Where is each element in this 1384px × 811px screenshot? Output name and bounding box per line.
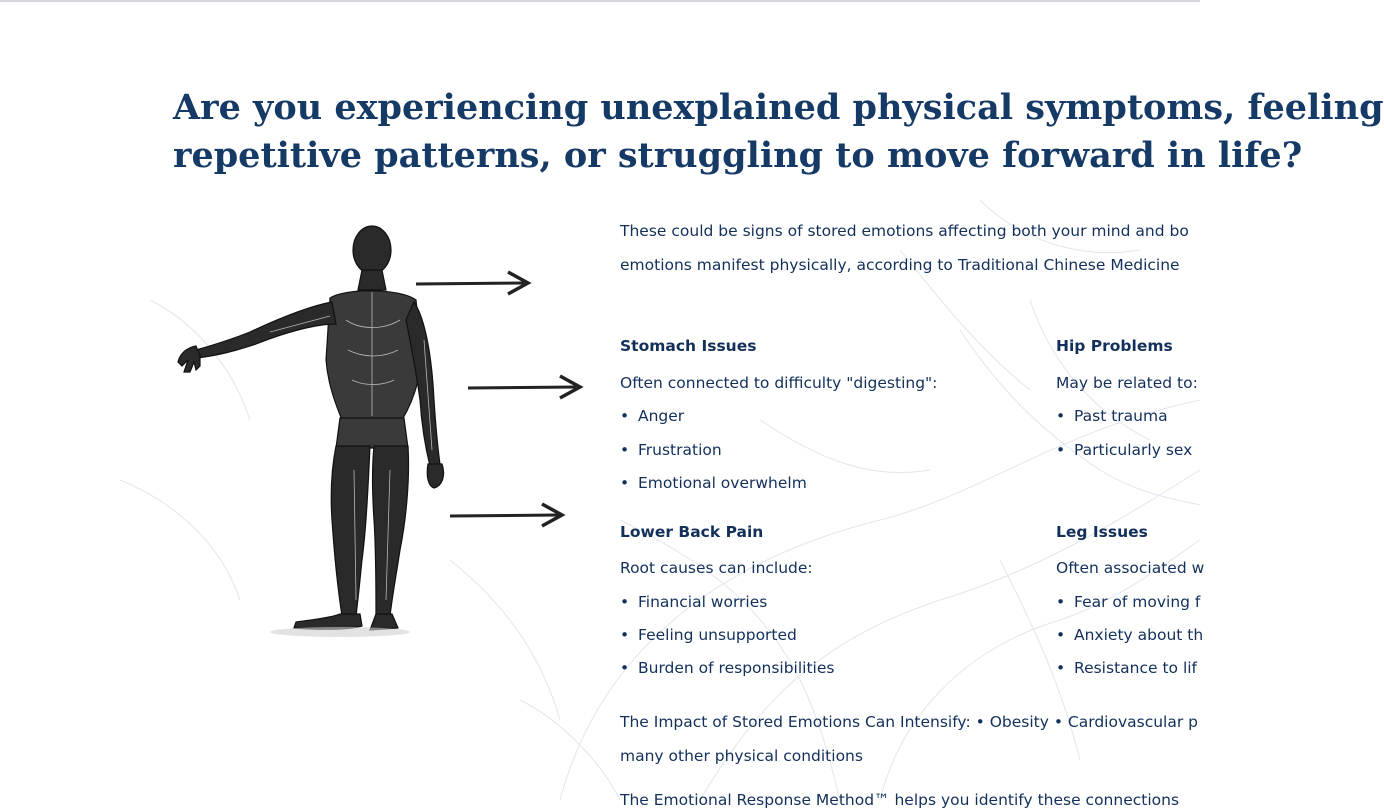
impact-line-1: The Impact of Stored Emotions Can Intensify: • Obesity • Cardiovascular p — [620, 713, 1198, 731]
list-item: • Financial worries — [620, 591, 767, 613]
hip-problems-lead: May be related to: — [1056, 374, 1198, 392]
arrow-icon — [466, 370, 586, 404]
list-item: • Fear of moving f — [1056, 591, 1200, 613]
intro-line-1: These could be signs of stored emotions affecting both your mind and bo — [620, 222, 1189, 240]
list-item: • Resistance to lif — [1056, 657, 1197, 679]
headline-line-1: Are you experiencing unexplained physical symptoms, feeling — [173, 87, 1384, 128]
arrow-icon — [414, 266, 534, 300]
list-item: • Burden of responsibilities — [620, 657, 834, 679]
method-line: The Emotional Response Method™ helps you identify these connections — [620, 791, 1180, 809]
list-item: • Anxiety about th — [1056, 624, 1203, 646]
leg-issues-heading: Leg Issues — [1056, 523, 1148, 541]
stomach-issues-lead: Often connected to difficulty "digesting": — [620, 374, 938, 392]
headline-line-2: repetitive patterns, or struggling to move forward in life? — [173, 135, 1303, 176]
lower-back-pain-lead: Root causes can include: — [620, 559, 813, 577]
hip-problems-heading: Hip Problems — [1056, 337, 1173, 355]
stomach-issues-heading: Stomach Issues — [620, 337, 757, 355]
intro-line-2: emotions manifest physically, according to Traditional Chinese Medicine — [620, 256, 1180, 274]
anatomy-figure-illustration — [170, 220, 450, 640]
page-headline — [173, 84, 1384, 180]
list-item: • Particularly sex — [1056, 439, 1192, 461]
list-item: • Emotional overwhelm — [620, 472, 807, 494]
leg-issues-lead: Often associated w — [1056, 559, 1205, 577]
list-item: • Past trauma — [1056, 405, 1168, 427]
list-item: • Anger — [620, 405, 684, 427]
impact-line-2: many other physical conditions — [620, 747, 863, 765]
lower-back-pain-heading: Lower Back Pain — [620, 523, 764, 541]
list-item: • Feeling unsupported — [620, 624, 797, 646]
arrow-icon — [448, 498, 568, 532]
list-item: • Frustration — [620, 439, 722, 461]
